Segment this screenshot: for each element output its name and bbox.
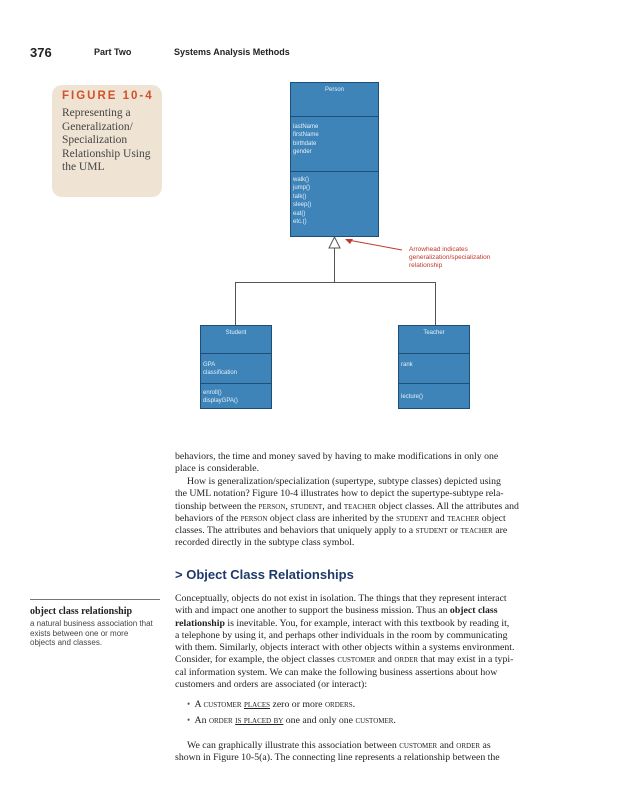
text-line: [175, 525, 585, 537]
section-heading: > Object Class Relationships: [175, 567, 354, 582]
inheritance-line-vertical: [334, 248, 335, 282]
text-line: Conceptually, objects do not exist in isolation. The things that they represent interact: [175, 593, 507, 604]
key-term: object class: [449, 605, 498, 617]
figure-label: FIGURE 10-4: [62, 90, 154, 102]
student-method: enroll(): [203, 390, 222, 396]
teacher-class-name: Teacher: [423, 330, 445, 336]
text-line: the UML notation? Figure 10-4 illustrates how to depict the supertype-subtype rela-: [175, 488, 504, 500]
text-line: customers and orders are associated (or interact):: [175, 679, 368, 691]
teacher-attr: rank: [401, 362, 413, 368]
paragraph-2: [175, 476, 585, 550]
text-line: cal information system. We can make the following business assertions about how: [175, 666, 498, 678]
class-name: customer: [337, 654, 376, 666]
class-name: orders.: [324, 699, 356, 710]
person-class-name: Person: [324, 87, 344, 93]
student-attr: classification: [203, 370, 238, 377]
text-span: tionship between the: [175, 500, 257, 512]
text-line: a telephone by using it, and perhaps other individuals in the room by communicating: [175, 629, 508, 641]
teacher-divider-1: [398, 353, 470, 354]
person-attributes: [293, 123, 319, 157]
person-attr: lastName: [293, 124, 319, 130]
student-attr: GPA: [203, 362, 216, 368]
annotation-arrow-icon: [344, 236, 404, 256]
glossary-rule: [30, 599, 160, 600]
person-divider-2: [290, 171, 379, 172]
student-methods: [203, 389, 238, 406]
bullet-icon: •: [187, 715, 191, 726]
class-name: customer.: [355, 715, 396, 727]
student-attributes: [203, 361, 237, 378]
list-item: [187, 698, 587, 711]
person-attr: firstName: [293, 132, 319, 139]
student-class-name: Student: [225, 330, 247, 336]
glossary-term: object class relationship: [30, 606, 133, 617]
generalization-arrowhead-icon: [328, 236, 341, 249]
text-line: shown in Figure 10-5(a). The connecting line represents a relationship between the: [175, 752, 500, 764]
text-span: as: [482, 740, 491, 751]
annotation-line: relationship: [409, 262, 443, 270]
text-span: object classes. All the attributes and: [378, 500, 519, 512]
text-span: or: [449, 525, 459, 537]
text-span: behaviors of the: [175, 512, 239, 524]
person-attr: birthdate: [293, 140, 317, 147]
class-name: order: [394, 654, 419, 666]
relationship-verb: is placed by: [235, 715, 284, 727]
student-method: displayGPA(): [203, 398, 238, 405]
annotation-line: Arrowhead indicates: [409, 246, 468, 253]
text-span: that may exist in a typi-: [420, 654, 514, 666]
person-methods: [293, 176, 311, 226]
figure-caption: Representing a Generalization/ Specialization Relationship Using the UML: [62, 107, 151, 173]
text-line: [175, 618, 585, 630]
class-name: person: [240, 512, 268, 524]
text-line: behaviors, the time and money saved by having to make modifications in only one: [175, 451, 499, 462]
student-divider-1: [200, 353, 272, 354]
relationship-verb: places: [243, 699, 271, 710]
key-term: relationship: [175, 617, 225, 629]
text-line: [175, 740, 585, 752]
class-name: student: [415, 525, 448, 537]
section-title: Systems Analysis Methods: [174, 47, 290, 57]
text-line: [175, 501, 585, 513]
text-span: object: [481, 512, 506, 524]
text-span: and: [439, 740, 454, 751]
text-line: with them. Similarly, objects interact with other objects within a systems environment.: [175, 642, 515, 654]
text-line: recorded directly in the subtype class symbol.: [175, 537, 355, 549]
person-attr: gender: [293, 149, 312, 156]
text-line: How is generalization/specialization (supertype, subtype classes) depicted using: [187, 476, 501, 487]
person-method: talk(): [293, 193, 307, 200]
teacher-attributes: [401, 361, 413, 369]
person-method: sleep(): [293, 202, 312, 209]
class-name: teacher: [447, 512, 480, 524]
class-name: teacher: [460, 525, 493, 537]
teacher-methods: [401, 393, 423, 401]
arrowhead-annotation: [409, 246, 490, 271]
paragraph-4: [175, 740, 585, 765]
text-span: are: [495, 525, 508, 537]
bullet-icon: •: [187, 699, 191, 709]
inheritance-line-teacher: [435, 282, 436, 325]
teacher-method: lecture(): [401, 394, 424, 400]
paragraph-3: [175, 593, 585, 691]
text-span: and: [377, 654, 392, 666]
text-span: with and impact one another to support the business mission. Thus an: [175, 605, 448, 617]
annotation-line: generalization/specialization: [409, 254, 491, 262]
text-span: classes. The attributes and behaviors that uniquely apply to a: [175, 525, 414, 537]
assertion-list: [187, 698, 587, 728]
list-item: [187, 714, 587, 727]
teacher-divider-2: [398, 383, 470, 384]
text-span: one and only one: [285, 715, 353, 727]
class-name: teacher: [343, 500, 377, 512]
text-span: We can graphically illustrate this association between: [187, 740, 397, 751]
page-number: 376: [30, 45, 52, 60]
person-divider-1: [290, 116, 379, 117]
text-line: [175, 605, 585, 617]
text-span: Consider, for example, the object classes: [175, 654, 335, 666]
class-name: student: [396, 512, 428, 524]
class-name: customer: [203, 699, 242, 710]
inheritance-line-horizontal: [235, 282, 436, 283]
text-line: place is considerable.: [175, 463, 260, 475]
text-span: zero or more: [272, 699, 323, 710]
person-method: jump(): [293, 185, 311, 192]
text-span: and: [327, 500, 342, 512]
person-method: etc.(): [293, 219, 307, 226]
text-line: [175, 513, 585, 525]
part-label: Part Two: [94, 47, 132, 57]
text-span: An: [194, 715, 207, 727]
text-span: is inevitable. You, for example, interact with this textbook by reading it,: [227, 617, 510, 629]
class-name: order: [456, 740, 481, 751]
class-name: customer: [399, 740, 438, 751]
class-name: order: [208, 715, 233, 727]
person-method: eat(): [293, 210, 306, 217]
inheritance-line-student: [235, 282, 236, 325]
text-span: and: [430, 512, 445, 524]
student-divider-2: [200, 383, 272, 384]
person-method: walk(): [293, 177, 309, 183]
text-span: A: [194, 699, 202, 710]
text-line: [175, 654, 585, 666]
text-span: object class are inherited by the: [269, 512, 394, 524]
glossary-definition: a natural business association that exists between one or more objects and classes.: [30, 619, 153, 648]
class-name: person, student,: [258, 500, 325, 512]
paragraph-1: [175, 451, 585, 476]
